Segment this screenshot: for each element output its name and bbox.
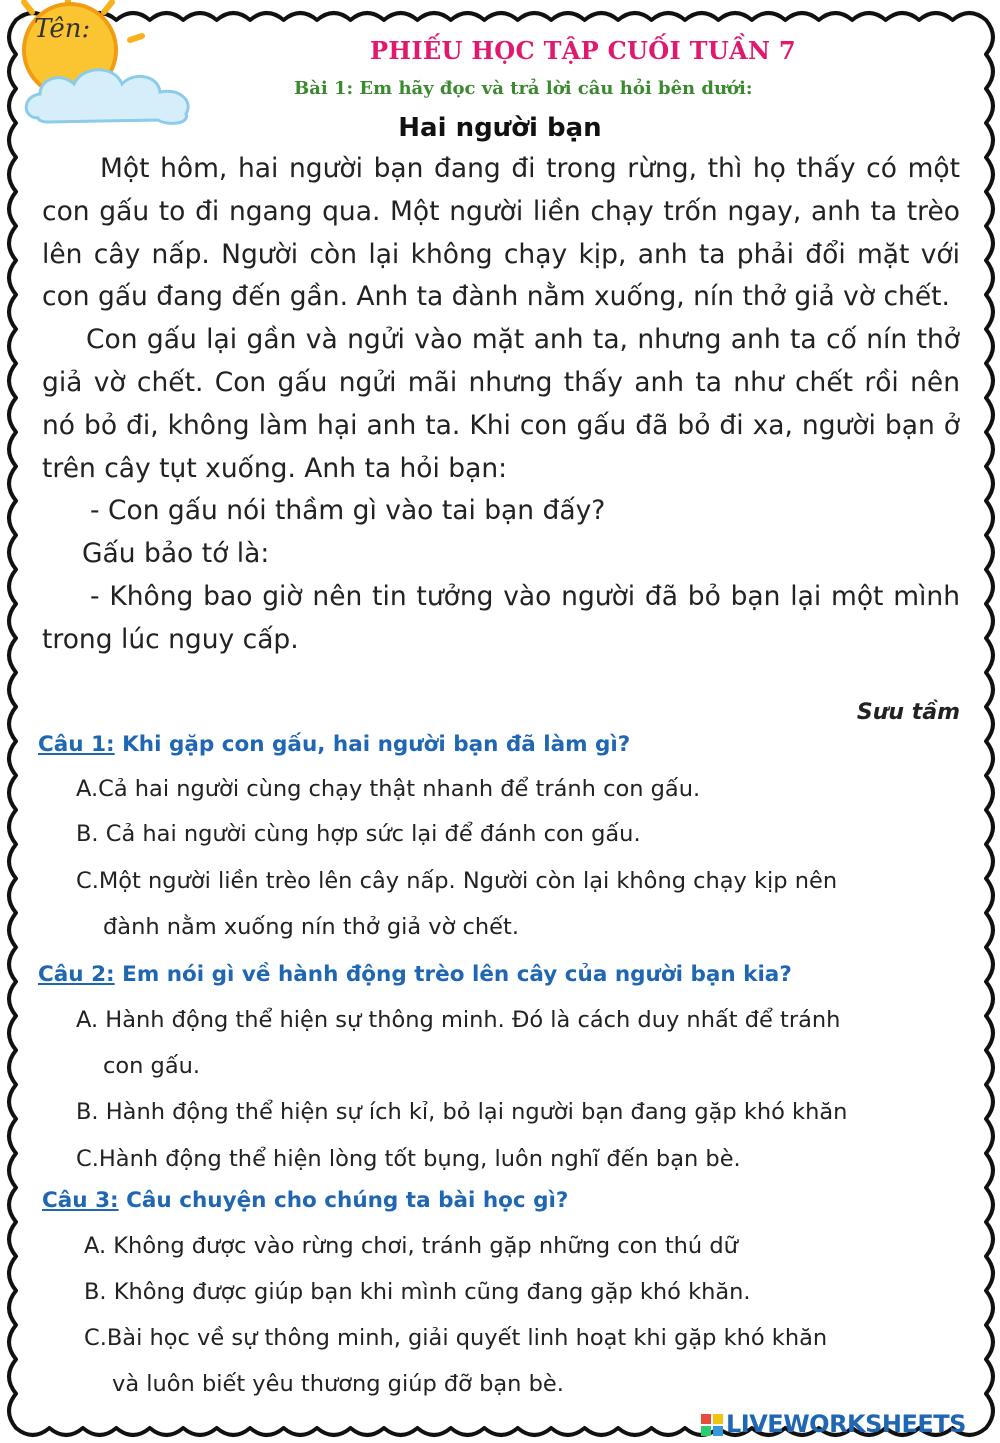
q1-option-b[interactable]: B. Cả hai người cùng hợp sức lại để đánh con gấu.: [76, 821, 641, 847]
question-1: [38, 732, 630, 757]
question-text: Câu chuyện cho chúng ta bài học gì?: [126, 1188, 569, 1213]
story-paragraph: - Con gấu nói thầm gì vào tai bạn đấy?: [90, 495, 606, 527]
q2-option-c[interactable]: C.Hành động thể hiện lòng tốt bụng, luôn nghĩ đến bạn bè.: [76, 1146, 741, 1172]
story-paragraph: - Không bao giờ nên tin tưởng vào người đã bỏ bạn lại một mình trong lúc nguy cấp.: [42, 580, 960, 655]
exercise-title: Bài 1: Em hãy đọc và trả lời câu hỏi bên dưới:: [294, 78, 753, 99]
liveworksheets-logo-icon: [700, 1413, 724, 1437]
question-label: Câu 1:: [38, 732, 115, 757]
question-3: [42, 1188, 568, 1213]
question-label: Câu 3:: [42, 1188, 119, 1213]
q3-option-b[interactable]: B. Không được giúp bạn khi mình cũng đang gặp khó khăn.: [84, 1279, 751, 1305]
q1-option-c[interactable]: C.Một người liền trèo lên cây nấp. Người còn lại không chạy kịp nên: [76, 868, 838, 894]
q2-option-a[interactable]: A. Hành động thể hiện sự thông minh. Đó là cách duy nhất để tránh: [76, 1007, 841, 1033]
sheet-title: PHIẾU HỌC TẬP CUỐI TUẦN 7: [370, 36, 796, 65]
q2-option-b[interactable]: B. Hành động thể hiện sự ích kỉ, bỏ lại người bạn đang gặp khó khăn: [76, 1099, 848, 1125]
name-label: Tên:: [34, 14, 91, 44]
question-2: [38, 962, 792, 987]
q3-option-a[interactable]: A. Không được vào rừng chơi, tránh gặp những con thú dữ: [84, 1233, 738, 1259]
q3-option-c[interactable]: C.Bài học về sự thông minh, giải quyết linh hoạt khi gặp khó khăn: [84, 1325, 828, 1351]
story-source: Sưu tầm: [856, 700, 960, 725]
story-body: [42, 148, 960, 662]
q3-option-c-continued: và luôn biết yêu thương giúp đỡ bạn bè.: [112, 1371, 564, 1397]
story-paragraph: Một hôm, hai người bạn đang đi trong rừng, thì họ thấy có một con gấu to đi ngang qua. Một người liền chạy trốn ngay, anh ta trèo lên cây nấp. Người còn lại không chạy kịp, anh ta phải đổi mặt với con gấu đang đến gần. Anh ta đành nằm xuống, nín thở giả vờ chết.: [42, 153, 960, 313]
question-label: Câu 2:: [38, 962, 115, 987]
question-text: Em nói gì về hành động trèo lên cây của người bạn kia?: [122, 962, 792, 987]
q2-option-a-continued: con gấu.: [103, 1053, 201, 1079]
story-title: Hai người bạn: [398, 113, 602, 143]
q1-option-a[interactable]: A.Cả hai người cùng chạy thật nhanh để tránh con gấu.: [76, 776, 701, 802]
story-paragraph: Con gấu lại gần và ngửi vào mặt anh ta, nhưng anh ta cố nín thở giả vờ chết. Con gấu ngửi mãi nhưng thấy anh ta như chết rồi nên nó bỏ đi, không làm hại anh ta. Khi con gấu đã bỏ đi xa, người bạn ở trên cây tụt xuống. Anh ta hỏi bạn:: [42, 324, 960, 484]
watermark-text: LIVEWORKSHEETS: [726, 1410, 966, 1438]
story-paragraph: Gấu bảo tớ là:: [82, 538, 270, 570]
q1-option-c-continued: đành nằm xuống nín thở giả vờ chết.: [103, 914, 519, 940]
question-text: Khi gặp con gấu, hai người bạn đã làm gì?: [122, 732, 631, 757]
